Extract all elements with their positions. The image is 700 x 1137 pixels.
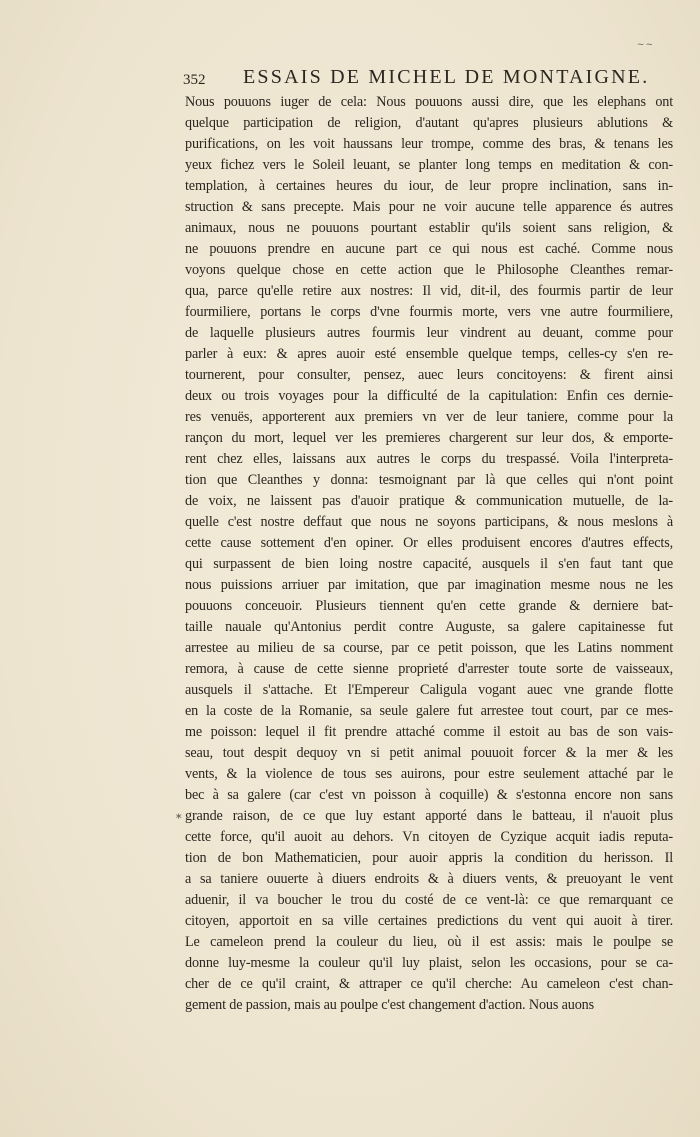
page-number: 352 (183, 72, 206, 88)
text-line: en la coste de la Romanie, sa seule galere fut arrestee tout court, par ce mes- (185, 703, 673, 719)
text-line: Nous pouuons iuger de cela: Nous pouuons aussi dire, que les elephans ont (185, 94, 673, 110)
text-line: me poisson: lequel il fit prendre attaché comme il estoit au bas de son vais- (185, 724, 673, 740)
running-title: ESSAIS DE MICHEL DE MONTAIGNE. (243, 66, 650, 88)
text-line: quelle c'est nostre deffaut que nous ne soyons participans, & nous meslons à (185, 514, 673, 530)
text-line: cher de ce qu'il craint, & attraper ce qu'il cherche: Au cameleon c'est chan- (185, 976, 673, 992)
margin-mark: * (176, 812, 182, 825)
text-line: cette cause sottement d'en opiner. Or elles produisent encores d'autres effects, (185, 535, 673, 551)
text-line: bec à sa galere (car c'est vn poisson à coquille) & s'estonna encore non sans (185, 787, 673, 803)
text-line: tion de bon Mathematicien, pour auoir appris la condition du herisson. Il (185, 850, 673, 866)
text-line: gement de passion, mais au poulpe c'est changement d'action. Nous auons (185, 997, 594, 1013)
text-line: ne pouuons prendre en aucune part ce qui nous est caché. Comme nous (185, 241, 673, 257)
body-text (185, 92, 673, 1016)
text-line: qui surpassent de bien loing nostre capacité, ausquels il s'en faut tant que (185, 556, 673, 572)
corner-mark: ~~ (636, 40, 654, 50)
text-line: deux ou trois voyages pour la difficulté de la capitulation: Enfin ces dernie- (185, 388, 673, 404)
text-line: purifications, on les voit haussans leur trompe, comme des bras, & tenans les (185, 136, 673, 152)
text-line: citoyen, apportoit en sa ville certaines predictions du vent qui auoit à tirer. (185, 913, 673, 929)
text-line: de voix, ne laissent pas d'auoir pratique & communication mutuelle, de la- (185, 493, 673, 509)
text-line: pouuons conceuoir. Plusieurs tiennent qu'en cette grande & derniere bat- (185, 598, 673, 614)
text-line: remora, à cause de cette sienne proprieté d'arrester toute sorte de vaisseaux, (185, 661, 673, 677)
text-line: rançon du mort, lequel ver les premieres chargerent sur leur dos, & emporte- (185, 430, 673, 446)
text-line: parler à eux: & apres auoir esté ensemble quelque temps, celles-cy s'en re- (185, 346, 673, 362)
text-line: fourmiliere, portans le corps d'vne fourmis morte, vers vne autre fourmiliere, (185, 304, 673, 320)
page-header (183, 66, 653, 90)
text-line: nous puissions arriuer par imitation, que par imagination mesme nous ne les (185, 577, 673, 593)
text-line: cette force, qu'il auoit au dehors. Vn citoyen de Cyzique acquit iadis reputa- (185, 829, 673, 845)
text-line: templation, à certaines heures du iour, de leur propre inclination, sans in- (185, 178, 673, 194)
text-line: vents, & la violence de tous ses auirons, pour estre seulement attaché par le (185, 766, 673, 782)
text-line: animaux, nous ne pouuons pourtant establir qu'ils soient sans religion, & (185, 220, 673, 236)
text-line: Le cameleon prend la couleur du lieu, où il est assis: mais le poulpe se (185, 934, 673, 950)
text-line: struction & sans precepte. Mais pour ne voir aucune telle apparence és autres (185, 199, 673, 215)
text-line: quelque participation de religion, d'autant qu'apres plusieurs ablutions & (185, 115, 673, 131)
text-line: aduenir, il va boucher le trou du costé de ce vent-là: ce que remarquant ce (185, 892, 673, 908)
text-line: grande raison, de ce que luy estant apporté dans le batteau, il n'auoit plus (185, 808, 673, 824)
text-line: res venuës, apporterent aux premiers vn ver de leur taniere, comme pour la (185, 409, 673, 425)
text-line: a sa taniere ouuerte à diuers endroits & à diuers vents, & preuoyant le vent (185, 871, 673, 887)
text-line: taille nauale qu'Antonius perdit contre Auguste, sa galere capitainesse fut (185, 619, 673, 635)
text-line: rent chez elles, laissans aux autres le corps du trespassé. Voila l'interpreta- (185, 451, 673, 467)
text-line: tournerent, pour consulter, pensez, auec leurs concitoyens: & firent ainsi (185, 367, 673, 383)
text-line: arrestee au milieu de sa course, par ce petit poisson, que les Latins nomment (185, 640, 673, 656)
text-line: voyons quelque chose en cette action que le Philosophe Cleanthes remar- (185, 262, 673, 278)
text-line: qua, parce qu'elle retire aux nostres: Il vid, dit-il, des fourmis partir de leur (185, 283, 673, 299)
text-line: yeux fichez vers le Soleil leuant, se planter long temps en meditation & con- (185, 157, 673, 173)
text-line: de laquelle plusieurs autres fourmis leur vindrent au deuant, comme pour (185, 325, 673, 341)
text-line: ausquels il s'attache. Et l'Empereur Caligula vogant auec vne grande flotte (185, 682, 673, 698)
text-line: seau, tout despit dequoy vn si petit animal pouuoit forcer & la mer & les (185, 745, 673, 761)
text-line: donne luy-mesme la couleur qu'il luy plaist, selon les occasions, pour se ca- (185, 955, 673, 971)
text-line: tion que Cleanthes y donna: tesmoignant par là que celles qui n'ont point (185, 472, 673, 488)
